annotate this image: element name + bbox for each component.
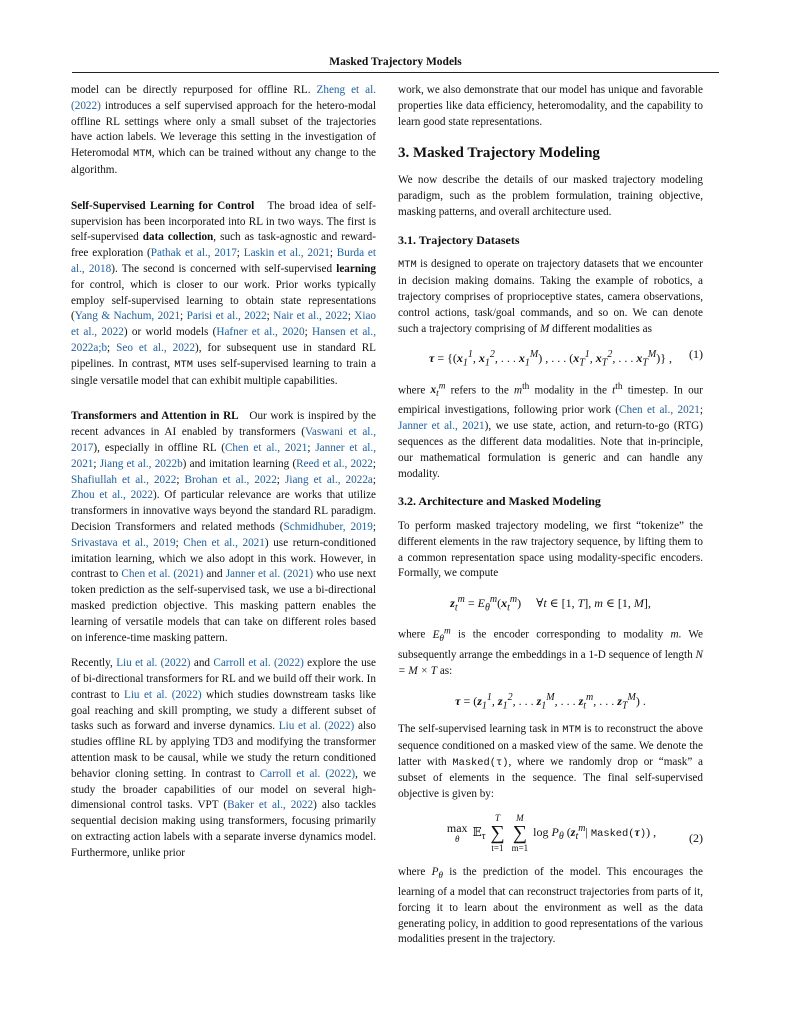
citation-link[interactable]: Janner et al., 2021 [398, 420, 485, 433]
equation-number: (1) [689, 347, 703, 362]
citation-link[interactable]: Janner et al. (2021) [225, 568, 314, 581]
citation-link[interactable]: Hafner et al., 2020 [216, 326, 305, 339]
citation-link[interactable]: Nair et al., 2022 [273, 310, 348, 323]
citation-link[interactable]: Pathak et al., 2017 [150, 247, 237, 260]
citation-link[interactable]: Jiang et al., 2022a [284, 473, 373, 486]
paragraph-recent-work: Recently, Liu et al. (2022) and Carroll et al. (2022) explore the use of bi-directional transformers for RL and we build off their work. In contrast to Liu et al. (2022) which studies downstream tasks like goal reaching and skill prompting, we study a different subset of tasks such as forward and inverse dynamics. Liu et al. (2022) also studies offline RL by applying TD3 and modifying the transformer attention mask to be causal, while we study the return conditioned behavior cloning setting. In contrast to Carroll et al. (2022), we study the broader capabilities of our model on several high-dimensional control tasks. VPT (Baker et al., 2022) also tackles sequential decision making using transformers, focusing primarily on extracting action labels with a separate inverse dynamics model. Furthermore, unlike prior [71, 657, 376, 859]
citation-link[interactable]: Srivastava et al., 2019 [71, 536, 176, 549]
run-in-heading: Self-Supervised Learning for Control [71, 199, 255, 212]
citation-link[interactable]: Xiao et al., 2022 [71, 310, 377, 339]
paragraph-objective: The self-supervised learning task in MTM is to reconstruct the above sequence conditioned on a masked view of the same. We denote the latter with Masked(τ), where we randomly drop or “mask” a subset of elements in the sequence. The final self-supervised objective is given by: [398, 723, 703, 801]
left-column [71, 83, 376, 872]
citation-link[interactable]: Chen et al. (2021) [121, 568, 204, 581]
citation-link[interactable]: Laskin et al., 2021 [243, 247, 330, 260]
mtm-code: MTM [398, 259, 417, 272]
paragraph-prediction: where $P_\theta$ is the prediction of the model. This encourages the learning of a model that can reconstruct trajectories from parts of it, forcing it to learn about the environment as well as the data generating policy, in addition to good representations of the various modalities present in the trajectory. [398, 866, 703, 946]
mtm-code: MTM [174, 358, 194, 371]
citation-link[interactable]: Vaswani et al., 2017 [71, 426, 376, 454]
citation-link[interactable]: Zhou et al., 2022 [71, 489, 153, 502]
paragraph-architecture: To perform masked trajectory modeling, we first “tokenize” the different elements in the raw trajectory sequence, by lifting them to a common representation space using modality-specific encoders. Formally, we compute [398, 520, 703, 580]
citation-link[interactable]: Brohan et al., 2022 [184, 473, 277, 486]
citation-link[interactable]: Carroll et al. (2022) [213, 657, 304, 670]
citation-link[interactable]: Liu et al. (2022) [116, 657, 191, 670]
paragraph-notation: where $x_t^m$ refers to the $m^{th}$ modality in the $t^{th}$ timestep. In our empirical investigations, following prior work (Chen et al., 2021; Janner et al., 2021), we use state, action, and return-to-go (RTG) sequences as the different data modalities. Note that in-principle, our mathematical formulation is generic and can handle any modality. [398, 381, 703, 480]
equation-number: (2) [689, 831, 703, 845]
citation-link[interactable]: Burda et al., 2018 [71, 247, 377, 275]
section-heading-3: 3. Masked Trajectory Modeling [398, 145, 600, 162]
paragraph-offline-rl: model can be directly repurposed for offline RL. Zheng et al. (2022) introduces a self supervised approach for the hetero-modal offline RL settings where only a small subset of the trajectories have action labels. We leverage this setting in the investigation of Heteromodal MTM, which can be trained without any change to the algorithm. [71, 84, 377, 176]
citation-link[interactable]: Chen et al., 2021 [619, 404, 700, 417]
citation-link[interactable]: Zheng et al. (2022) [71, 84, 376, 112]
running-header: Masked Trajectory Models [329, 56, 462, 68]
paragraph-transformers: Transformers and Attention in RL Our work is inspired by the recent advances in AI enabled by transformers (Vaswani et al., 2017), especially in offline RL (Chen et al., 2021; Janner et al., 2021; Jiang et al., 2022b) and imitation learning (Reed et al., 2022; Shafiullah et al., 2022; Brohan et al., 2022; Jiang et al., 2022a; Zhou et al., 2022). Of particular relevance are works that utilize transformers in innovative ways beyond the standard RL paradigm. Decision Transformers and related methods (Schmidhuber, 2019; Srivastava et al., 2019; Chen et al., 2021) use return-conditioned imitation learning, which we also adopt in this work. However, in contrast to Chen et al. (2021) and Janner et al. (2021) who use next token prediction as the self-supervised task, we use a bi-directional masked prediction objective. This masking pattern enables the learning of versatile models that can take on different roles based on inference-time masking pattern. [71, 410, 377, 644]
right-column [398, 83, 703, 958]
paragraph-continuation: work, we also demonstrate that our model has unique and favorable properties like data efficiency, heteromodality, and the capability to learn good state representations. [398, 84, 703, 128]
subsection-heading-3-2: 3.2. Architecture and Masked Modeling [398, 494, 601, 509]
citation-link[interactable]: Liu et al. (2022) [278, 720, 355, 733]
equation-sequence: $\tau = (z_1^1$, $z_1^2$, . . . $z_1^M$, . . . $z_t^m$, . . . $z_T^M$) . [455, 691, 646, 712]
citation-link[interactable]: Reed et al., 2022 [296, 457, 373, 470]
citation-link[interactable]: Shafiullah et al., 2022 [71, 473, 177, 486]
citation-link[interactable]: Liu et al. (2022) [123, 688, 202, 701]
equation-2: max θ 𝔼$_\tau$ T ∑ t=1 M ∑ m=1 $\log P_\theta$ ($z_t^m|$ Masked(τ)) , (2) [446, 813, 703, 853]
paragraph-self-supervised: Self-Supervised Learning for Control The broad idea of self-supervision has been incorporated into RL in two ways. The first is self-supervised data collection, such as task-agnostic and reward-free exploration (Pathak et al., 2017; Laskin et al., 2021; Burda et al., 2018). The second is concerned with self-supervised learning for control, which is closer to our work. Prior works typically employ self-supervised learning to obtain state representations (Yang & Nachum, 2021; Parisi et al., 2022; Nair et al., 2022; Xiao et al., 2022) or world models (Hafner et al., 2020; Hansen et al., 2022a;b; Seo et al., 2022), for subsequent use in standard RL pipelines. In contrast, MTM uses self-supervised learning to train a single versatile model that can exhibit multiple capabilities. [71, 199, 377, 387]
citation-link[interactable]: Parisi et al., 2022 [186, 310, 267, 323]
citation-link[interactable]: Chen et al., 2021 [183, 536, 265, 549]
citation-link[interactable]: Baker et al., 2022 [227, 799, 314, 812]
run-in-heading: Transformers and Attention in RL [71, 410, 239, 423]
citation-link[interactable]: Seo et al., 2022 [116, 341, 195, 354]
citation-link[interactable]: Chen et al., 2021 [224, 441, 308, 454]
paragraph-intro: We now describe the details of our masked trajectory modeling paradigm, such as the problem formulation, training objective, masking patterns, and overall architecture used. [398, 174, 703, 218]
citation-link[interactable]: Yang & Nachum, 2021 [74, 310, 181, 323]
citation-link[interactable]: Hansen et al., 2022a;b [71, 326, 377, 354]
paragraph-encoder: where $E_\theta^m$ is the encoder corresponding to modality m. We subsequently arrange the embeddings in a 1-D sequence of length N = M × T as: [398, 626, 703, 678]
masked-code: Masked(τ) [452, 756, 509, 769]
subsection-heading-3-1: 3.1. Trajectory Datasets [398, 232, 520, 247]
paragraph-datasets: MTM is designed to operate on trajectory datasets that we encounter in decision making domains. Taking the example of robotics, a trajectory comprises of proprioceptive states, camera observations, control actions, task/goal commands, and so on. We can denote such a trajectory comprising of M different modalities as [398, 258, 703, 335]
citation-link[interactable]: Carroll et al. (2022) [259, 767, 356, 780]
mtm-code: MTM [562, 724, 581, 737]
header-rule [72, 72, 719, 73]
citation-link[interactable]: Jiang et al., 2022b [99, 457, 183, 470]
equation-1: $\tau = \{(x_1^1$, $x_1^2$, . . . $x_1^M$) , . . . ($x_T^1$, $x_T^2$, . . . $x_T^M$)} , (1) [428, 347, 703, 369]
citation-link[interactable]: Janner et al., 2021 [71, 441, 377, 470]
mtm-code: MTM [133, 148, 152, 161]
citation-link[interactable]: Schmidhuber, 2019 [283, 520, 373, 533]
equation-encoder: $z_t^m = E_\theta^m(x_t^m)$ ∀t ∈ [1, T], m ∈ [1, M], [450, 594, 651, 614]
